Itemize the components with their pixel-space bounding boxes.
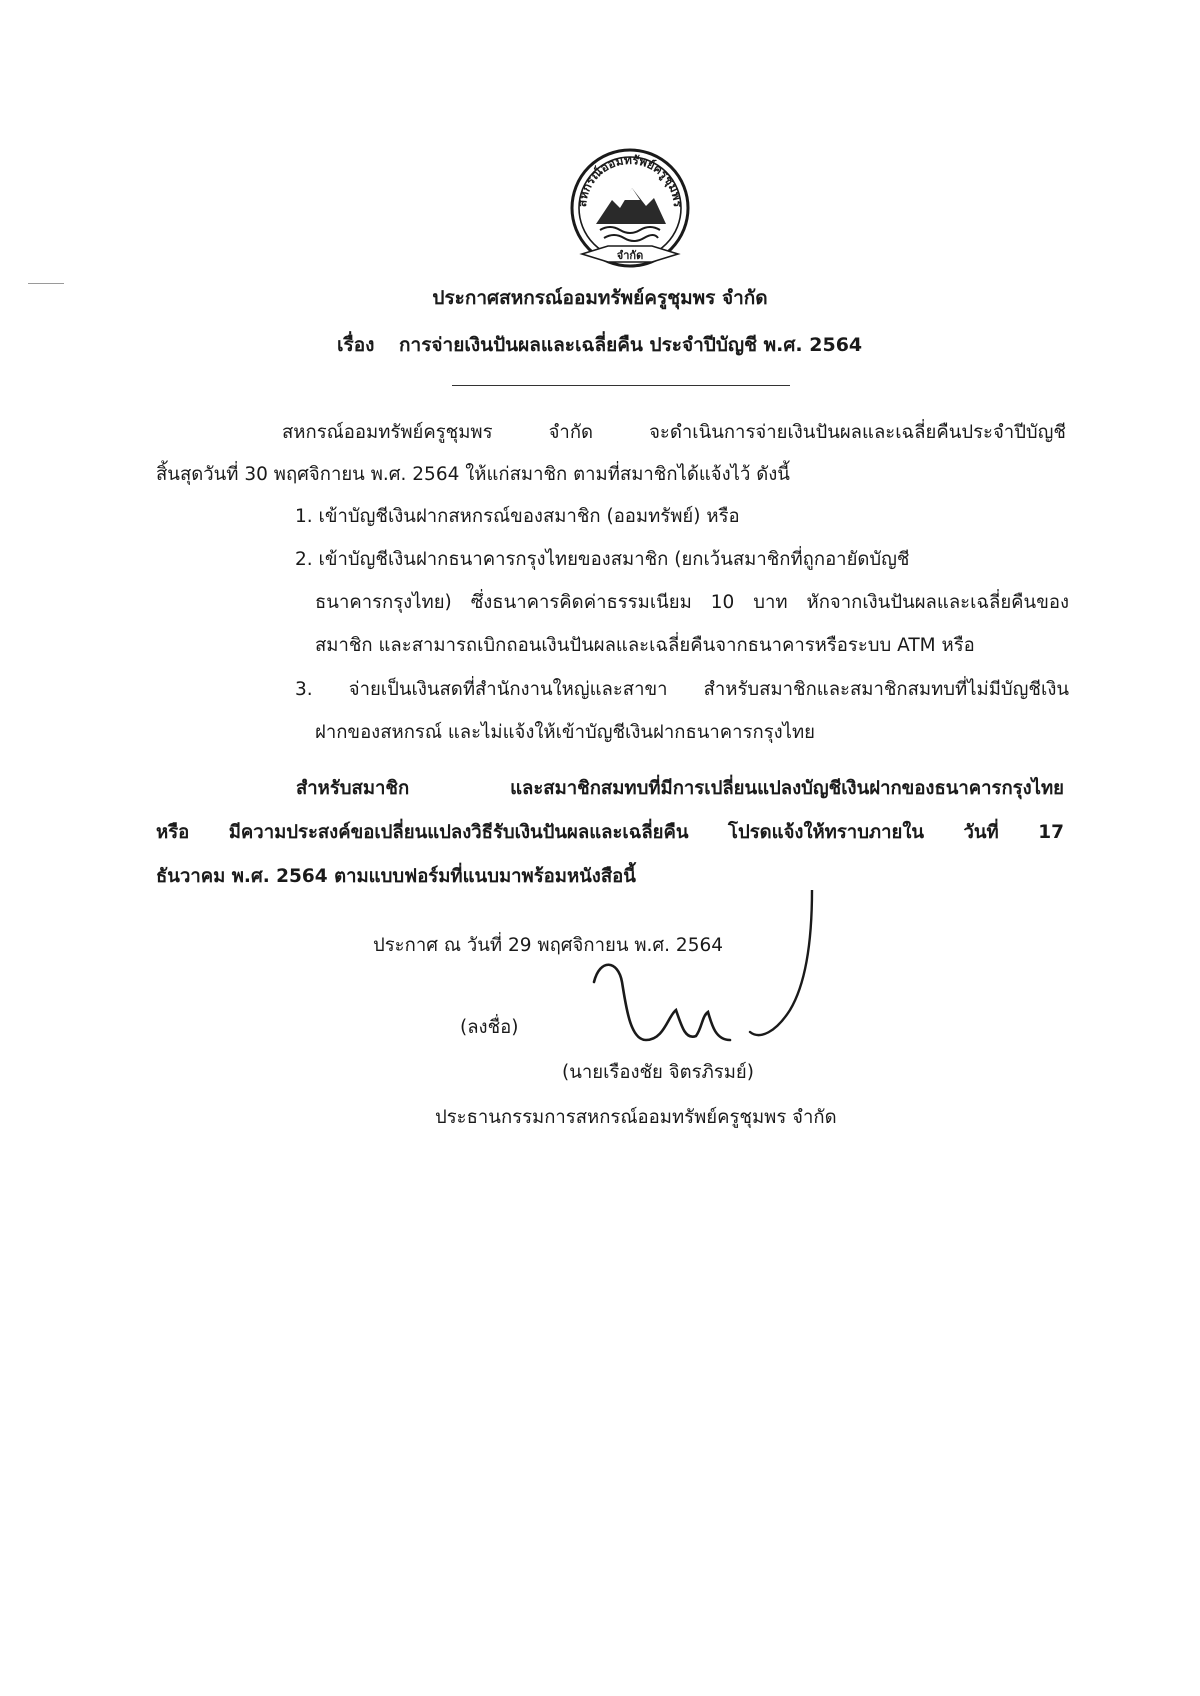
option-3-line-1: 3. จ่ายเป็นเงินสดที่สำนักงานใหญ่และสาขา สำหรับสมาชิกและสมาชิกสมทบที่ไม่มีบัญชีเงิน — [295, 679, 1069, 700]
notice-line-3: ธันวาคม พ.ศ. 2564 ตามแบบฟอร์มที่แนบมาพร้อมหนังสือนี้ — [156, 866, 636, 887]
subject-text: การจ่ายเงินปันผลและเฉลี่ยคืน ประจำปีบัญชี พ.ศ. 2564 — [399, 334, 863, 356]
option-2-line-1: 2. เข้าบัญชีเงินฝากธนาคารกรุงไทยของสมาชิก (ยกเว้นสมาชิกที่ถูกอายัดบัญชี — [295, 549, 910, 570]
announcement-subject — [337, 332, 862, 358]
option-1: 1. เข้าบัญชีเงินฝากสหกรณ์ของสมาชิก (ออมทรัพย์) หรือ — [295, 506, 740, 527]
signer-title: ประธานกรรมการสหกรณ์ออมทรัพย์ครูชุมพร จำกัด — [435, 1107, 837, 1128]
cooperative-seal-logo — [568, 142, 692, 280]
announced-date: ประกาศ ณ วันที่ 29 พฤศจิกายน พ.ศ. 2564 — [373, 935, 724, 956]
svg-text:จำกัด: จำกัด — [616, 249, 644, 262]
signer-name: (นายเรืองชัย จิตรภิรมย์) — [562, 1062, 754, 1083]
intro-line-2: สิ้นสุดวันที่ 30 พฤศจิกายน พ.ศ. 2564 ให้แก่สมาชิก ตามที่สมาชิกได้แจ้งไว้ ดังนี้ — [156, 464, 790, 485]
option-3-line-2: ฝากของสหกรณ์ และไม่แจ้งให้เข้าบัญชีเงินฝากธนาคารกรุงไทย — [315, 722, 815, 743]
option-2-line-2: ธนาคารกรุงไทย) ซึ่งธนาคารคิดค่าธรรมเนียม 10 บาท หักจากเงินปันผลและเฉลี่ยคืนของ — [315, 592, 1069, 613]
scan-mark — [28, 283, 64, 284]
option-2-line-3: สมาชิก และสามารถเบิกถอนเงินปันผลและเฉลี่ยคืนจากธนาคารหรือระบบ ATM หรือ — [315, 635, 975, 656]
svg-text:สหกรณ์ออมทรัพย์ครูชุมพร: สหกรณ์ออมทรัพย์ครูชุมพร — [574, 152, 686, 208]
subject-label: เรื่อง — [337, 334, 375, 356]
notice-line-1: สำหรับสมาชิก และสมาชิกสมทบที่มีการเปลี่ยนแปลงบัญชีเงินฝากของธนาคารกรุงไทย — [296, 778, 1064, 799]
handwritten-signature — [590, 890, 830, 1070]
intro-line-1: สหกรณ์ออมทรัพย์ครูชุมพร จำกัด จะดำเนินการจ่ายเงินปันผลและเฉลี่ยคืนประจำปีบัญชี — [282, 422, 1066, 443]
signed-label: (ลงชื่อ) — [460, 1017, 519, 1038]
announcement-title: ประกาศสหกรณ์ออมทรัพย์ครูชุมพร จำกัด — [432, 287, 768, 309]
header-divider — [452, 385, 790, 386]
notice-line-2: หรือ มีความประสงค์ขอเปลี่ยนแปลงวิธีรับเงินปันผลและเฉลี่ยคืน โปรดแจ้งให้ทราบภายใน วันที่ 17 — [156, 822, 1064, 843]
